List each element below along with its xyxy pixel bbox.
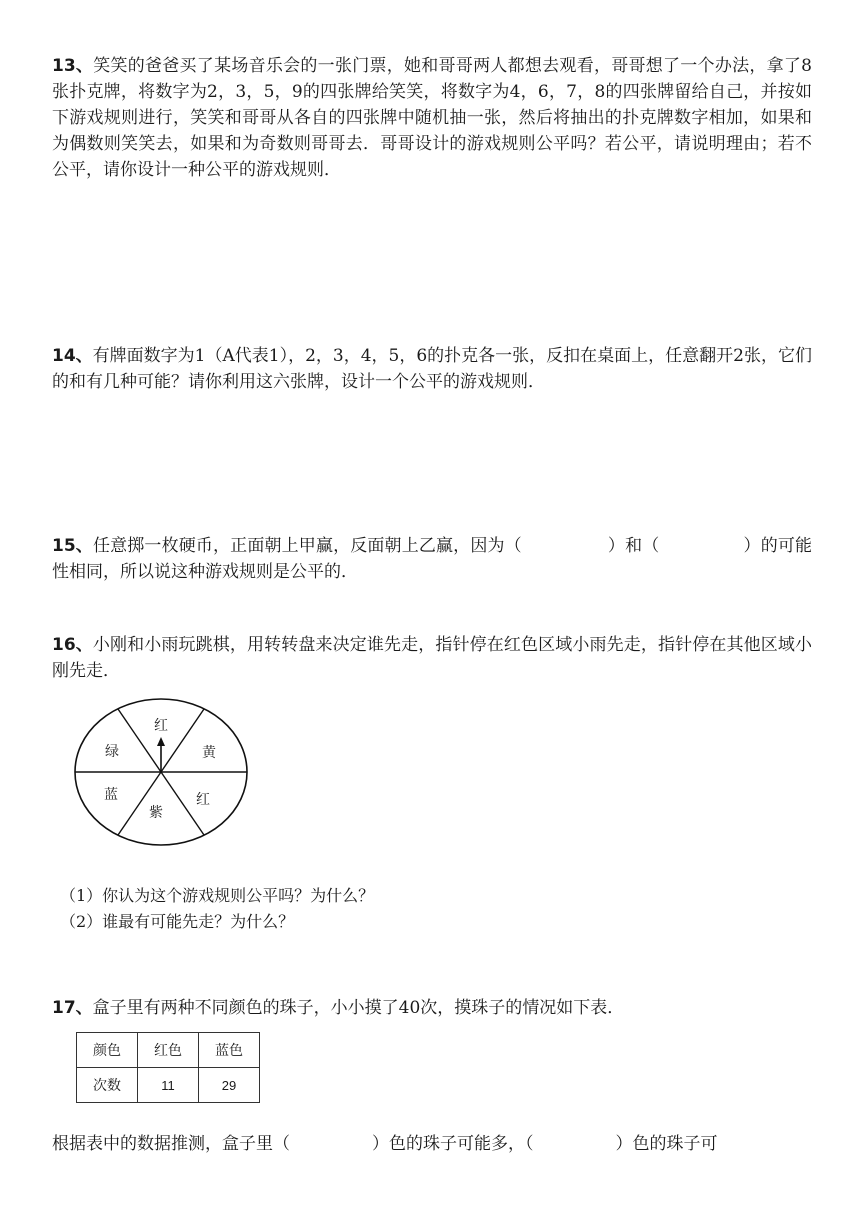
sector-label-purple: 紫 xyxy=(149,805,163,821)
question-17 xyxy=(52,995,812,1021)
sector-label-blue: 蓝 xyxy=(104,787,118,803)
question-text-part2: ）和（ xyxy=(607,536,660,556)
question-number: 16、 xyxy=(52,635,93,655)
spinner-divider xyxy=(118,772,161,835)
sector-label-red-bottom: 红 xyxy=(196,792,210,808)
question-text-part3: ）的可能性相同，所以说这种游戏规则是公平的． xyxy=(52,536,812,582)
bead-count-table xyxy=(76,1032,260,1103)
question-15 xyxy=(52,533,812,585)
pointer-arrowhead xyxy=(157,737,165,746)
question-text: 盒子里有两种不同颜色的珠子，小小摸了40次，摸珠子的情况如下表． xyxy=(92,998,625,1018)
question-13 xyxy=(52,53,812,183)
fill-text-part2: ）色的珠子可能多，（ xyxy=(372,1134,534,1154)
sector-label-green: 绿 xyxy=(105,744,119,760)
sector-label-red-top: 红 xyxy=(154,718,168,734)
question-number: 17、 xyxy=(52,998,93,1018)
table-cell-red-count: 11 xyxy=(138,1068,199,1103)
spinner-diagram xyxy=(72,696,252,846)
subquestion-1: （1）你认为这个游戏规则公平吗？为什么？ xyxy=(60,886,375,905)
table-cell-blue-count: 29 xyxy=(199,1068,260,1103)
question-17-fill-line xyxy=(52,1131,822,1157)
question-number: 13、 xyxy=(52,56,94,76)
table-cell: 颜色 xyxy=(77,1033,138,1068)
question-text-part1: 任意掷一枚硬币，正面朝上甲赢，反面朝上乙赢，因为（ xyxy=(92,536,522,556)
question-16 xyxy=(52,632,812,684)
question-number: 14、 xyxy=(52,346,93,366)
table-cell: 蓝色 xyxy=(199,1033,260,1068)
subquestion-2: （2）谁最有可能先走？为什么？ xyxy=(60,912,295,931)
question-14 xyxy=(52,343,812,395)
question-text: 有牌面数字为1（A代表1），2，3，4，5，6的扑克各一张，反扣在桌面上，任意翻开2张，它们的和有几种可能？请你利用这六张牌，设计一个公平的游戏规则． xyxy=(52,346,812,392)
fill-text-part3: ）色的珠子可 xyxy=(615,1134,718,1154)
fill-text-part1: 根据表中的数据推测，盒子里（ xyxy=(52,1134,290,1154)
question-number: 15、 xyxy=(52,536,93,556)
sector-label-yellow: 黄 xyxy=(202,745,216,761)
table-cell: 次数 xyxy=(77,1068,138,1103)
table-row xyxy=(77,1068,260,1103)
table-cell: 红色 xyxy=(138,1033,199,1068)
table-header-row xyxy=(77,1033,260,1068)
question-text: 笑笑的爸爸买了某场音乐会的一张门票，她和哥哥两人都想去观看，哥哥想了一个办法，拿了8张扑克牌，将数字为2，3，5，9的四张牌给笑笑，将数字为4，6，7，8的四张牌留给自己，并按如下游戏规则进行，笑笑和哥哥从各自的四张牌中随机抽一张，然后将抽出的扑克牌数字相加，如果和为偶数则笑笑去，如果和为奇数则哥哥去．哥哥设计的游戏规则公平吗？若公平，请说明理由；若不公平，请你设计一种公平的游戏规则． xyxy=(52,56,812,180)
question-text: 小刚和小雨玩跳棋，用转转盘来决定谁先走，指针停在红色区域小雨先走，指针停在其他区域小刚先走． xyxy=(52,635,812,681)
